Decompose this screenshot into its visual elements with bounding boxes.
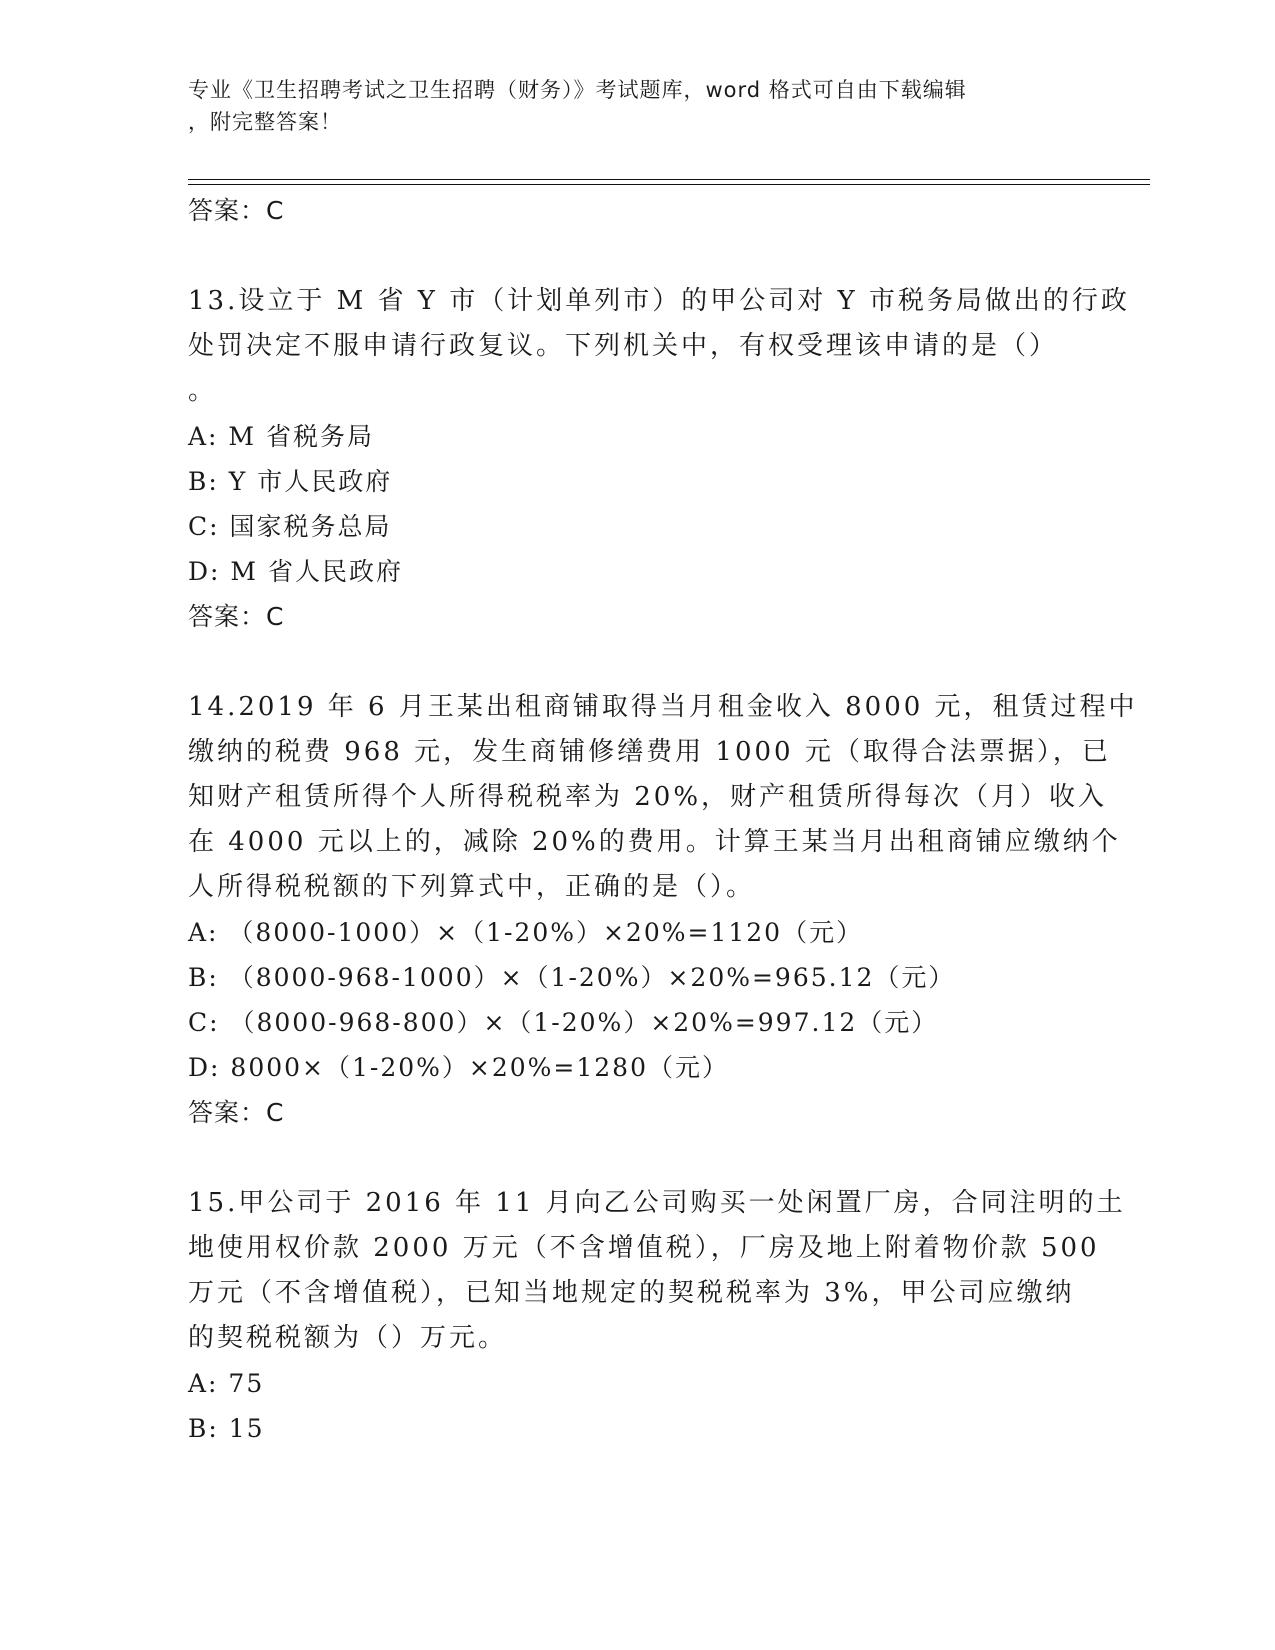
option-d: D: 8000×（1-20%）×20%=1280（元）	[188, 1053, 729, 1082]
question-text-line: 知财产租赁所得个人所得税税率为 20%，财产租赁所得每次（月）收入	[188, 782, 1108, 812]
document-header	[188, 74, 1068, 138]
question-text-line: 15.甲公司于 2016 年 11 月向乙公司购买一处闲置厂房，合同注明的土	[188, 1188, 1126, 1218]
option-b: B: Y 市人民政府	[188, 467, 393, 496]
header-divider-top	[188, 179, 1150, 180]
question-text-line: 万元（不含增值税），已知当地规定的契税税率为 3%，甲公司应缴纳	[188, 1278, 1075, 1308]
previous-answer: 答案：C	[188, 196, 285, 225]
option-c: C: （8000-968-800）×（1-20%）×20%=997.12（元）	[188, 1008, 939, 1037]
header-divider-bottom	[188, 184, 1150, 185]
question-text-line: 处罚决定不服申请行政复议。下列机关中，有权受理该申请的是（）	[188, 331, 1059, 361]
option-a: A: M 省税务局	[188, 422, 374, 451]
answer: 答案：C	[188, 602, 285, 631]
question-13	[188, 279, 1130, 639]
question-text-line: 地使用权价款 2000 万元（不含增值税），厂房及地上附着物价款 500	[188, 1233, 1100, 1263]
question-text-line: 的契税税额为（）万元。	[188, 1323, 508, 1353]
option-c: C: 国家税务总局	[188, 512, 392, 541]
question-text-line: 13.设立于 M 省 Y 市（计划单列市）的甲公司对 Y 市税务局做出的行政	[188, 286, 1130, 316]
question-14	[188, 685, 1138, 1135]
document-body	[188, 188, 1138, 1451]
option-a: A: （8000-1000）×（1-20%）×20%=1120（元）	[188, 918, 864, 947]
option-d: D: M 省人民政府	[188, 557, 403, 586]
option-b: B: 15	[188, 1414, 265, 1443]
question-text-line: 人所得税税额的下列算式中，正确的是（）。	[188, 872, 756, 902]
question-text-line: 。	[188, 376, 218, 406]
question-text-line: 在 4000 元以上的，减除 20%的费用。计算王某当月出租商铺应缴纳个	[188, 827, 1121, 857]
header-line-2: ，附完整答案！	[188, 110, 342, 134]
question-text-line: 14.2019 年 6 月王某出租商铺取得当月租金收入 8000 元，租赁过程中	[188, 692, 1138, 722]
header-line-1: 专业《卫生招聘考试之卫生招聘（财务）》考试题库，word 格式可自由下载编辑	[188, 78, 967, 102]
question-15	[188, 1181, 1126, 1451]
option-b: B: （8000-968-1000）×（1-20%）×20%=965.12（元）	[188, 963, 956, 992]
option-a: A: 75	[188, 1369, 265, 1398]
question-text-line: 缴纳的税费 968 元，发生商铺修缮费用 1000 元（取得合法票据），已	[188, 737, 1111, 767]
answer: 答案：C	[188, 1098, 285, 1127]
